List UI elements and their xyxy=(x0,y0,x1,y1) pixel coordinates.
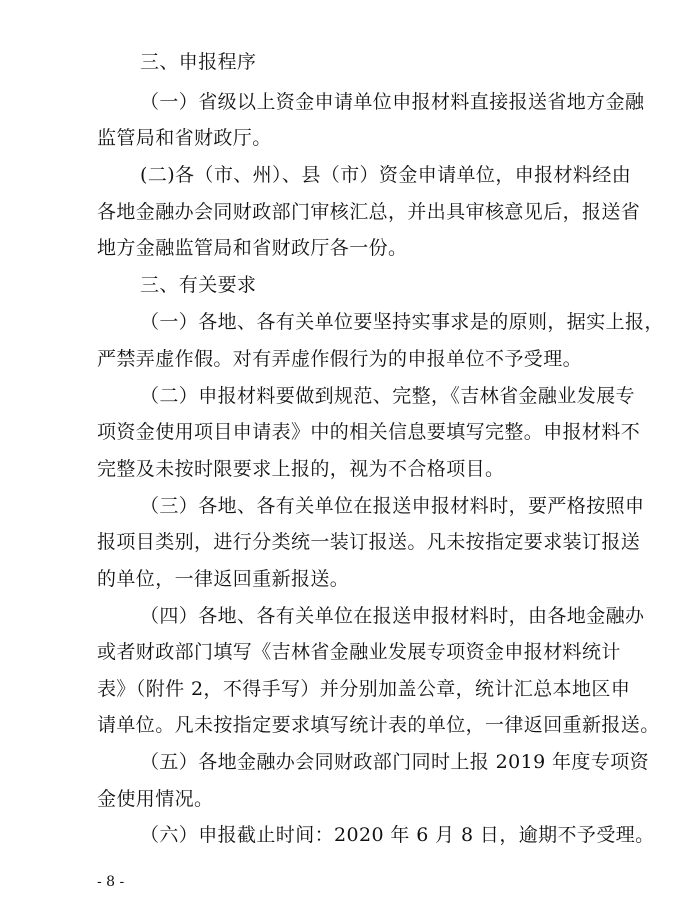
paragraph-line: （六）申报截止时间：2020 年 6 月 8 日，逾期不予受理。 xyxy=(140,824,655,846)
paragraph-line: 金使用情况。 xyxy=(97,788,214,810)
page-number: - 8 - xyxy=(97,874,125,890)
paragraph-line: 地方金融监管局和省财政厅各一份。 xyxy=(97,237,408,259)
paragraph-line: （五）各地金融办会同财政部门同时上报 2019 年度专项资 xyxy=(140,751,650,773)
paragraph-line: 报项目类别，进行分类统一装订报送。凡未按指定要求装订报送 xyxy=(97,531,641,553)
paragraph-line: 监管局和省财政厅。 xyxy=(97,127,272,149)
paragraph-line: （三）各地、各有关单位在报送申报材料时，要严格按照申 xyxy=(140,495,645,517)
paragraph-line: (二)各（市、州）、县（市）资金申请单位，申报材料经由 xyxy=(140,164,632,186)
section-heading-application-procedure: 三、申报程序 xyxy=(140,51,257,73)
paragraph-line: 表》（附件 2，不得手写）并分别加盖公章，统计汇总本地区申 xyxy=(97,678,631,700)
paragraph-line: （二）申报材料要做到规范、完整，《吉林省金融业发展专 xyxy=(140,385,635,407)
paragraph-line: 的单位，一律返回重新报送。 xyxy=(97,568,350,590)
paragraph-line: 完整及未按时限要求上报的，视为不合格项目。 xyxy=(97,458,505,480)
paragraph-line: 严禁弄虚作假。对有弄虚作假行为的申报单位不予受理。 xyxy=(97,348,583,370)
paragraph-line: （一）各地、各有关单位要坚持实事求是的原则，据实上报， xyxy=(140,311,664,333)
paragraph-line: （四）各地、各有关单位在报送申报材料时，由各地金融办 xyxy=(140,605,645,627)
section-heading-requirements: 三、有关要求 xyxy=(140,274,257,296)
paragraph-line: （一）省级以上资金申请单位申报材料直接报送省地方金融 xyxy=(140,91,645,113)
paragraph-line: 各地金融办会同财政部门审核汇总，并出具审核意见后，报送省 xyxy=(97,201,641,223)
paragraph-line: 项资金使用项目申请表》中的相关信息要填写完整。申报材料不 xyxy=(97,421,641,443)
paragraph-line: 请单位。凡未按指定要求填写统计表的单位，一律返回重新报送。 xyxy=(97,714,660,736)
paragraph-line: 或者财政部门填写《吉林省金融业发展专项资金申报材料统计 xyxy=(97,641,621,663)
